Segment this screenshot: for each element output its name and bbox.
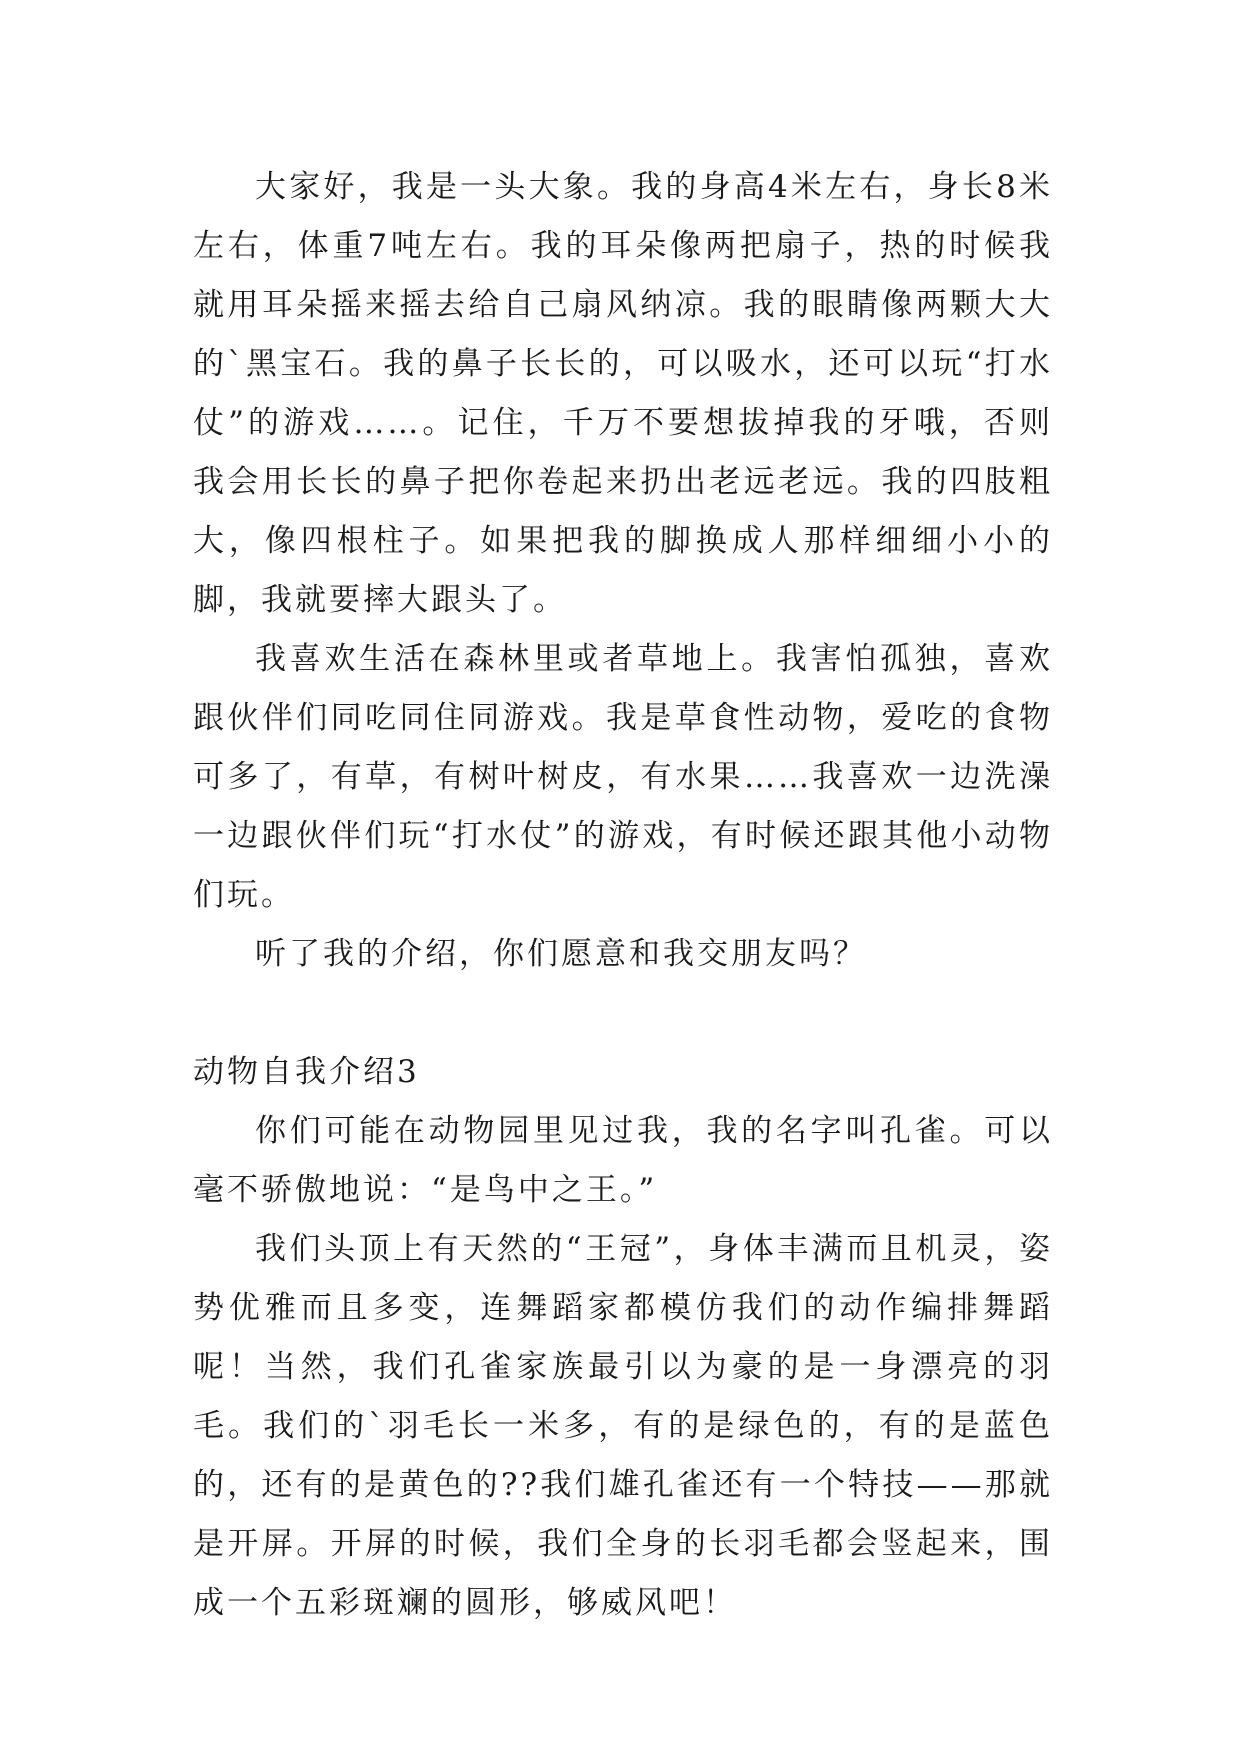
section-title: 动物自我介绍3	[193, 1054, 420, 1090]
paragraph-elephant-description: 大家好，我是一头大象。我的身高4米左右，身长8米左右，体重7吨左右。我的耳朵像两把扇子，热的时候我就用耳朵摇来摇去给自己扇风纳凉。我的眼睛像两颗大大的`黑宝石。我的鼻子长长的，可以吸水，还可以玩“打水仗”的游戏……。记住，千万不要想拔掉我的牙哦，否则我会用长长的鼻子把你卷起来扔出老远老远。我的四肢粗大，像四根柱子。如果把我的脚换成人那样细细小小的脚，我就要摔大跟头了。	[193, 169, 1053, 618]
paragraph-elephant-habits: 我喜欢生活在森林里或者草地上。我害怕孤独，喜欢跟伙伴们同吃同住同游戏。我是草食性动物，爱吃的食物可多了，有草，有树叶树皮，有水果……我喜欢一边洗澡一边跟伙伴们玩“打水仗”的游戏，有时候还跟其他小动物们玩。	[193, 641, 1053, 913]
paragraph-elephant-closing: 听了我的介绍，你们愿意和我交朋友吗？	[255, 936, 867, 972]
paragraph-peacock-description: 我们头顶上有天然的“王冠”，身体丰满而且机灵，姿势优雅而且多变，连舞蹈家都模仿我们的动作编排舞蹈呢！当然，我们孔雀家族最引以为豪的是一身漂亮的羽毛。我们的`羽毛长一米多，有的是绿色的，有的是蓝色的，还有的是黄色的??我们雄孔雀还有一个特技——那就是开屏。开屏的时候，我们全身的长羽毛都会竖起来，围成一个五彩斑斓的圆形，够威风吧！	[193, 1231, 1053, 1621]
section-spacer	[193, 984, 1053, 1043]
document-body	[193, 158, 1053, 1633]
paragraph-peacock-intro: 你们可能在动物园里见过我，我的名字叫孔雀。可以毫不骄傲地说：“是鸟中之王。”	[193, 1113, 1053, 1208]
